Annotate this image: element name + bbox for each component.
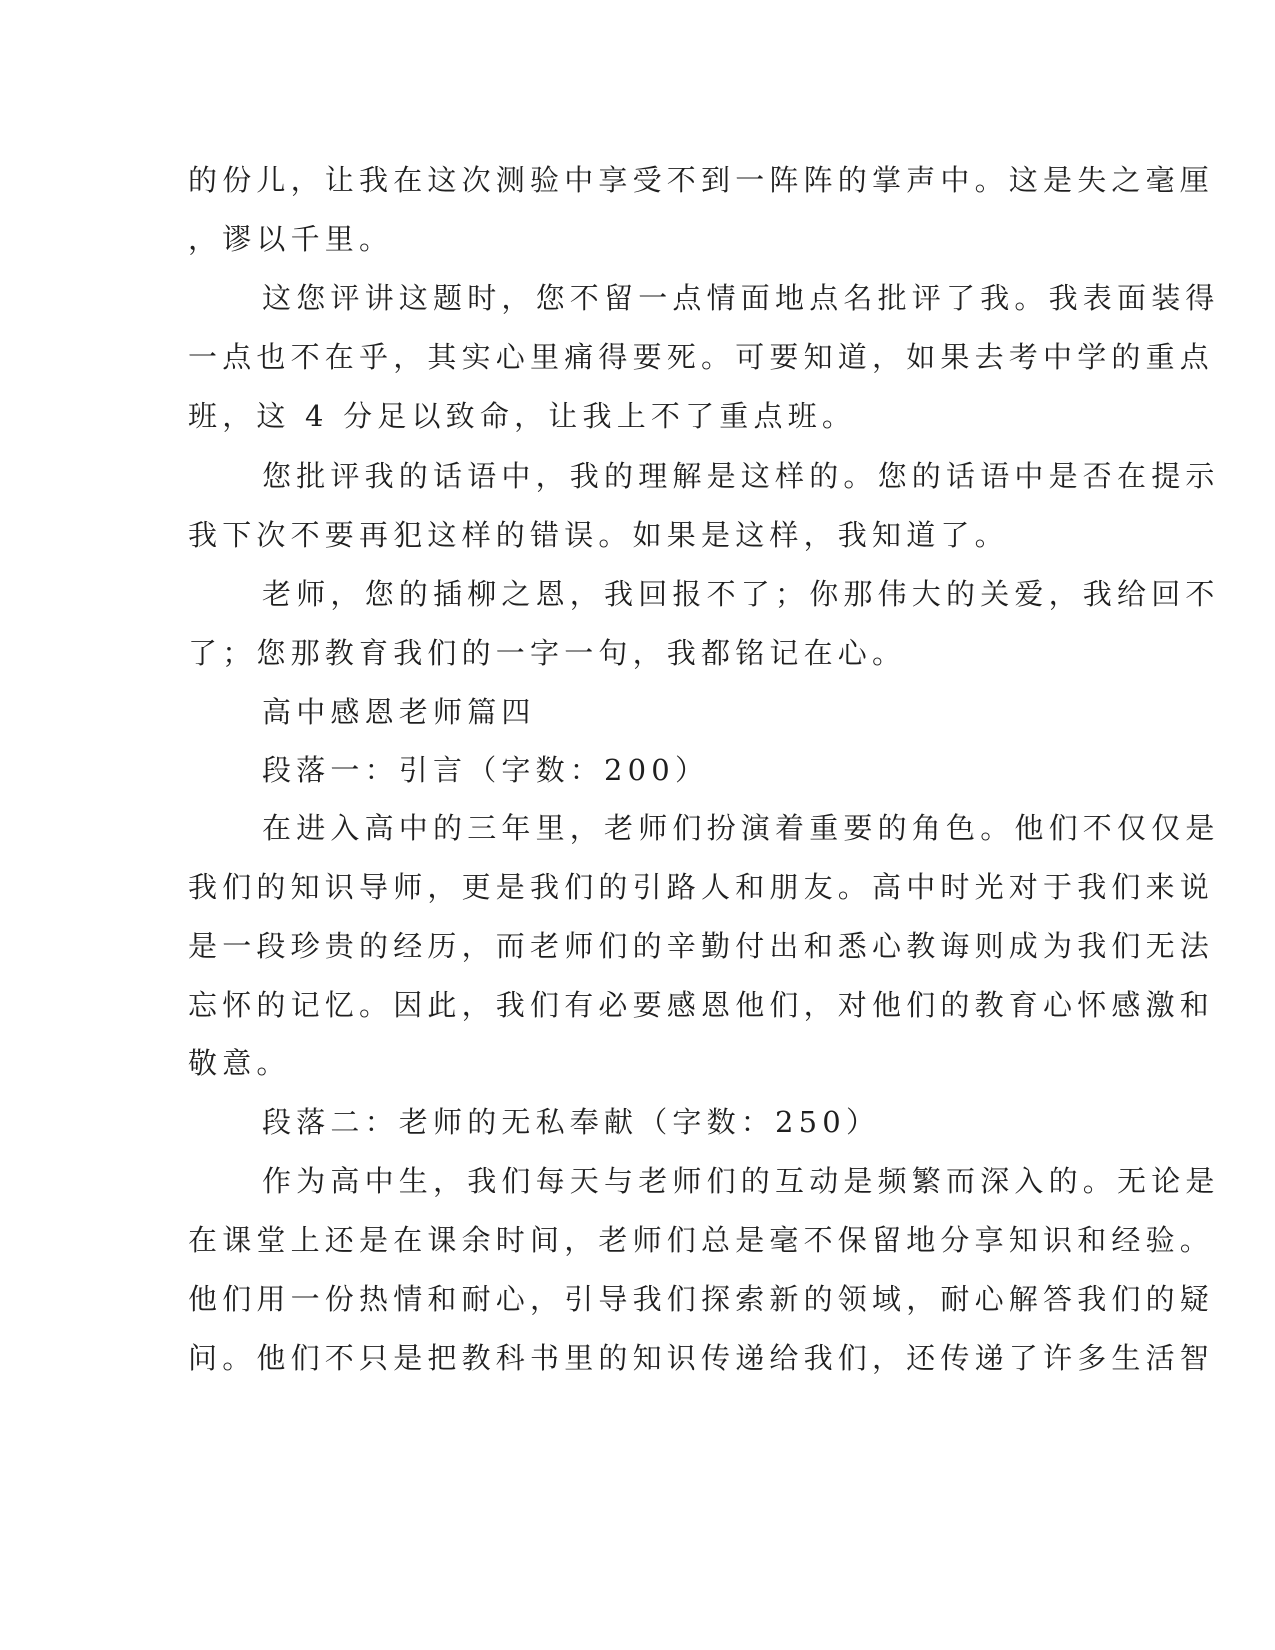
paragraph-heading: 段落一：引言（字数：200）: [262, 753, 710, 787]
text-line: 了；您那教育我们的一字一句，我都铭记在心。: [188, 636, 907, 670]
text-line: ，谬以千里。: [188, 222, 394, 256]
section-heading: 高中感恩老师篇四: [262, 695, 536, 729]
text-line: 问。他们不只是把教科书里的知识传递给我们，还传递了许多生活智: [188, 1341, 1215, 1375]
text-line: 的份儿，让我在这次测验中享受不到一阵阵的掌声中。这是失之毫厘: [188, 163, 1215, 197]
text-line: 在进入高中的三年里，老师们扮演着重要的角色。他们不仅仅是: [262, 811, 1220, 845]
text-line: 作为高中生，我们每天与老师们的互动是频繁而深入的。无论是: [262, 1164, 1220, 1198]
text-line: 他们用一份热情和耐心，引导我们探索新的领域，耐心解答我们的疑: [188, 1282, 1215, 1316]
text-line: 班，这 4 分足以致命，让我上不了重点班。: [188, 399, 857, 433]
text-line: 我们的知识导师，更是我们的引路人和朋友。高中时光对于我们来说: [188, 870, 1215, 904]
text-line: 敬意。: [188, 1046, 291, 1080]
text-line: 老师，您的插柳之恩，我回报不了；你那伟大的关爱，我给回不: [262, 577, 1220, 611]
text-line: 您批评我的话语中，我的理解是这样的。您的话语中是否在提示: [262, 459, 1220, 493]
text-line: 我下次不要再犯这样的错误。如果是这样，我知道了。: [188, 518, 1009, 552]
text-line: 是一段珍贵的经历，而老师们的辛勤付出和悉心教诲则成为我们无法: [188, 929, 1215, 963]
text-line: 这您评讲这题时，您不留一点情面地点名批评了我。我表面装得: [262, 281, 1220, 315]
text-line: 忘怀的记忆。因此，我们有必要感恩他们，对他们的教育心怀感激和: [188, 988, 1215, 1022]
text-line: 在课堂上还是在课余时间，老师们总是毫不保留地分享知识和经验。: [188, 1223, 1215, 1257]
text-line: 一点也不在乎，其实心里痛得要死。可要知道，如果去考中学的重点: [188, 340, 1215, 374]
paragraph-heading: 段落二：老师的无私奉献（字数：250）: [262, 1105, 881, 1139]
